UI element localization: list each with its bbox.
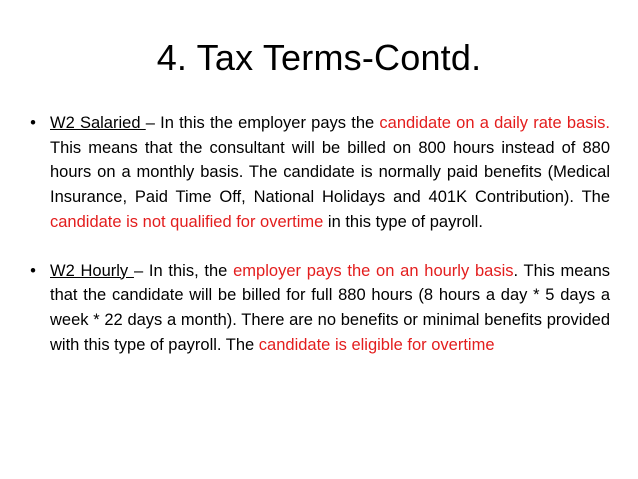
highlight-text: candidate is not qualified for overtime [50, 212, 324, 231]
bullet-text: in this type of payroll. [323, 212, 483, 231]
highlight-text: candidate on a daily rate basis. [379, 114, 610, 132]
bullet-text: This means that the consultant will be billed on 800 hours instead of 880 hours on a monthly basis. The candidate is normally paid benefits (Medical Insurance, Paid Time Off, National Holidays and 401K Contribution). The [50, 138, 610, 207]
highlight-text: employer pays the on an hourly basis [233, 261, 514, 280]
bullet-w2-salaried [26, 111, 610, 235]
bullet-list [26, 111, 610, 357]
bullet-text: – In this the employer pays the [145, 114, 380, 132]
bullet-text: – In this, the [133, 261, 234, 280]
slide-title: 4. Tax Terms-Contd. [156, 37, 482, 78]
bullet-text: . This means that the candidate will be billed for full 880 hours (8 hours a day * 5 days a week * 22 days a month). There are no benefits or minimal benefits provided with this type of payroll. The [50, 261, 610, 354]
term-w2-salaried: W2 Salaried [50, 114, 146, 132]
bullet-w2-hourly [26, 259, 610, 358]
highlight-text: candidate is eligible for overtime [258, 335, 495, 354]
bullet-dot-icon: • [30, 114, 36, 132]
term-w2-hourly: W2 Hourly [50, 261, 134, 280]
bullet-dot-icon: • [30, 261, 36, 280]
